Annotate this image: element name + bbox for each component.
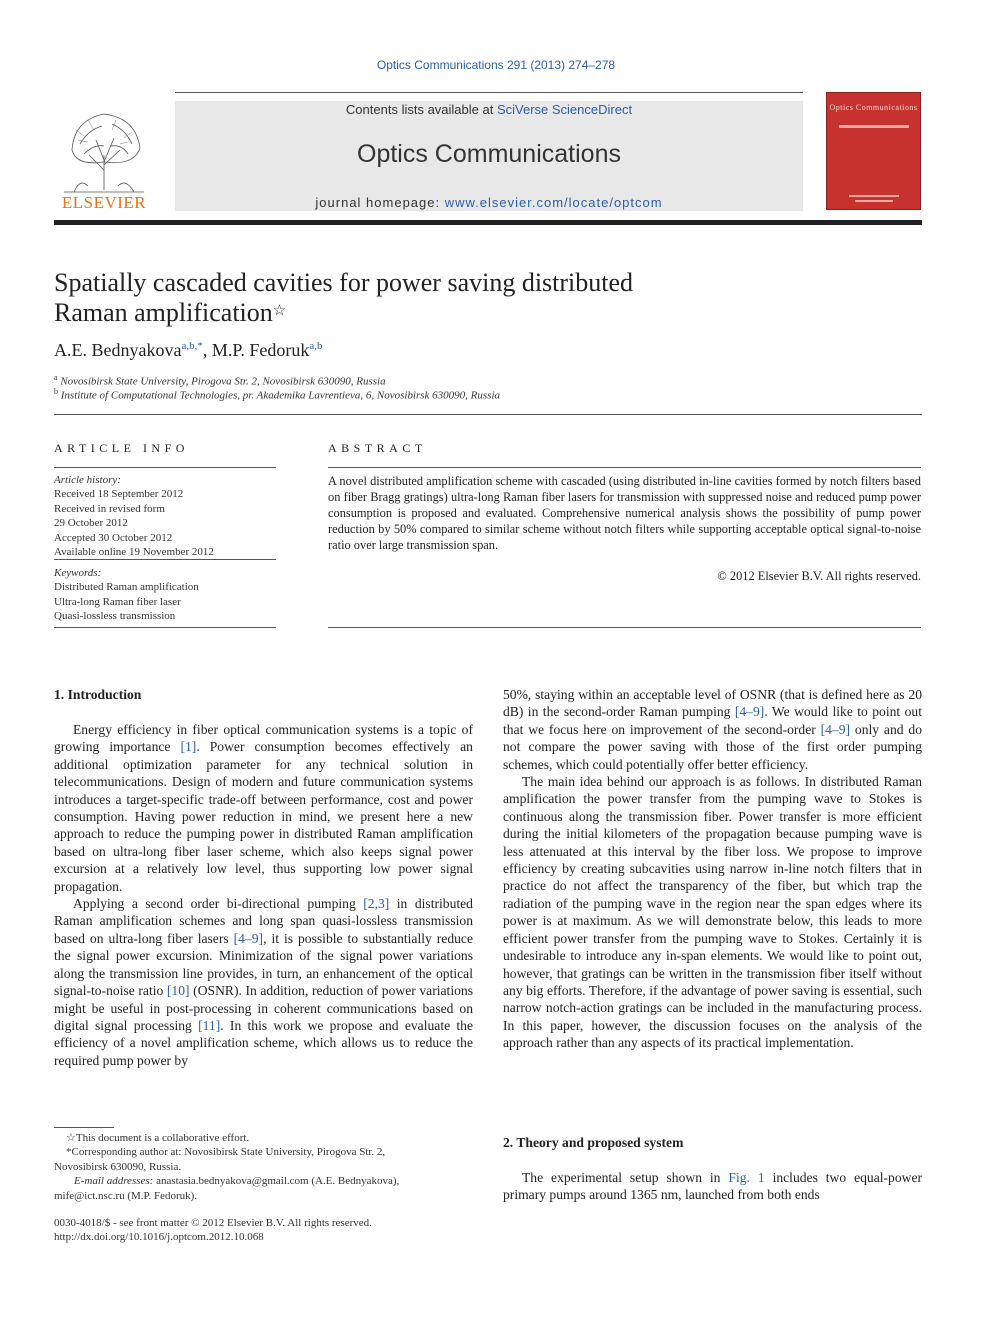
cover-title: Optics Communications bbox=[829, 103, 918, 112]
title-block-rule bbox=[54, 414, 922, 415]
text-run: . Power consumption becomes effectively an additional optimization parameter for any technical solution in telecommunications. Design of modern and future communication systems introduces a target-specific trade-off between performance, cost and power consumption. Having power reduction in mind, we present here a new approach to reduce the pumping power in distributed Raman amplification based on ultra-long fiber laser scheme, which also keeps signal power excursion at a relatively low level, thus supporting low power signal propagation. bbox=[54, 739, 473, 894]
citation-link[interactable]: [10] bbox=[166, 983, 190, 999]
text-run: only and do not compare the power saving with those of the first order pumping schemes, which could potentially offer better efficiency. bbox=[503, 721, 922, 772]
theory-paragraph-1 bbox=[503, 1169, 922, 1204]
history-label: Article history: bbox=[54, 474, 121, 486]
footnote-rule bbox=[54, 1127, 114, 1128]
affil-a-text: Novosibirsk State University, Pirogova Str. 2, Novosibirsk 630090, Russia bbox=[60, 375, 386, 388]
email-label: E-mail addresses: bbox=[74, 1175, 154, 1188]
affil-b-mark: b bbox=[54, 387, 58, 396]
contents-prefix: Contents lists available at bbox=[345, 102, 497, 117]
intro-paragraph-2 bbox=[54, 895, 473, 1069]
text-run: includes two equal-power primary pumps around 1365 nm, launched from both ends bbox=[503, 1170, 923, 1203]
cover-subtitle-bar bbox=[839, 125, 909, 128]
keyword-item: Quasi-lossless transmission bbox=[54, 610, 176, 623]
intro-paragraph-2-continued bbox=[503, 686, 922, 773]
text-run: . In this work we propose and evaluate the efficiency of a novel amplification scheme, which allows us to reduce the required pump power by bbox=[54, 1017, 473, 1068]
citation-link[interactable]: [1] bbox=[180, 739, 197, 755]
article-history bbox=[54, 473, 284, 559]
citation-link[interactable]: [4–9] bbox=[233, 930, 264, 946]
text-run: in distributed Raman amplification schemes and long span quasi-lossless transmission based on ultra-long fiber lasers bbox=[54, 896, 473, 946]
text-run: Energy efficiency in fiber optical communication systems is a topic of growing importance bbox=[54, 722, 473, 755]
intro-paragraph-3: The main idea behind our approach is as follows. In distributed Raman amplification the power transfer from the pumping wave to Stokes is continuous along the transmission fiber. Power transfer is more efficient during the initial kilometers of the propagation because pumping wave is less attenuated at this interval by the fiber loss. We propose to improve efficiency by creating subcavities using narrow in-line notch filters that in practice do not affect the transparency of the fiber, but which trap the radiation of the pumping wave in the region near the span edges where its power is at maximum. As we will demonstrate below, this leads to more efficient power transfer from the pumping wave to Stokes. Certainly it is undesirable to introduce any in-span elements. We would like to point out, however, that gratings can be written in the transmission fiber itself without any big efforts. Therefore, if the advantage of power saving is essential, such narrow notch-action gratings can be included in the manufacturing process. In this paper, however, the discussion focuses on the analysis of the approach rather than any aspects of its practical implementation. bbox=[503, 774, 922, 1051]
abstract-heading: ABSTRACT bbox=[328, 441, 427, 455]
cover-footer-bar bbox=[849, 195, 899, 197]
keyword-item: Distributed Raman amplification bbox=[54, 581, 199, 594]
left-column bbox=[54, 721, 473, 1069]
sciencedirect-link[interactable]: SciVerse ScienceDirect bbox=[496, 102, 633, 117]
theory-column bbox=[503, 1169, 922, 1204]
title-line-1: Spatially cascaded cavities for power saving distributed bbox=[54, 268, 634, 297]
corresponding-author-mark[interactable]: * bbox=[197, 340, 203, 352]
journal-cover-thumbnail[interactable] bbox=[826, 92, 921, 210]
journal-name: Optics Communications bbox=[357, 140, 621, 168]
homepage-link[interactable]: www.elsevier.com/locate/optcom bbox=[444, 195, 663, 210]
abstract-bottom-rule bbox=[328, 627, 921, 628]
section-heading-theory: 2. Theory and proposed system bbox=[503, 1135, 684, 1150]
keywords-block bbox=[54, 566, 284, 624]
figure-link[interactable]: Fig. 1 bbox=[728, 1170, 765, 1185]
keyword-item: Ultra-long Raman fiber laser bbox=[54, 595, 181, 608]
title-line-2: Raman amplification bbox=[54, 298, 273, 327]
text-run: . We would like to point out that we focus here on improvement of the second-order bbox=[503, 704, 922, 737]
article-info-rule bbox=[54, 467, 276, 468]
keywords-label: Keywords: bbox=[54, 567, 102, 579]
article-title bbox=[54, 268, 754, 328]
citation-link[interactable]: [11] bbox=[198, 1017, 221, 1033]
cover-footer-bar bbox=[855, 200, 893, 202]
elsevier-wordmark[interactable]: ELSEVIER bbox=[61, 193, 147, 212]
homepage-prefix: journal homepage: bbox=[315, 195, 445, 210]
author-fedoruk[interactable]: M.P. Fedoruk bbox=[211, 340, 310, 360]
title-footnote-mark[interactable]: ☆ bbox=[272, 303, 287, 319]
affiliation-a bbox=[54, 373, 386, 388]
keywords-rule bbox=[54, 627, 276, 628]
right-column bbox=[503, 686, 922, 1052]
journal-citation[interactable]: Optics Communications 291 (2013) 274–278 bbox=[376, 58, 616, 72]
header-top-line bbox=[175, 92, 803, 93]
history-item: 29 October 2012 bbox=[54, 517, 128, 530]
affil-b-text: Institute of Computational Technologies, pr. Akademika Lavrentieva, 6, Novosibirsk 630090, Russia bbox=[60, 389, 501, 402]
front-matter bbox=[54, 1216, 473, 1245]
section-heading-introduction: 1. Introduction bbox=[54, 687, 142, 702]
citation-link[interactable]: [4–9] bbox=[820, 721, 851, 737]
footnotes bbox=[54, 1131, 473, 1203]
footnote-mark: * bbox=[66, 1146, 72, 1159]
text-run: , it is possible to substantially reduce the signal power excursion. Minimization of the signal power variations along the transmission line provides, in turn, an enhancement of the optical signal-to-noise ratio bbox=[54, 930, 473, 999]
author2-affil-mark[interactable]: a,b bbox=[309, 340, 323, 352]
article-info-heading: ARTICLE INFO bbox=[54, 441, 189, 455]
history-item: Accepted 30 October 2012 bbox=[54, 531, 173, 544]
intro-paragraph-1 bbox=[54, 721, 473, 895]
text-run: 50%, staying within an acceptable level of OSNR (that is defined here as 20 dB) in the second-order Raman pumping bbox=[503, 687, 922, 720]
footnote-collaborative: This document is a collaborative effort. bbox=[75, 1132, 250, 1144]
text-run: (OSNR). In addition, reduction of power variations might be useful in post-processing in coherent communications based on digital signal processing bbox=[54, 983, 473, 1033]
history-item: Received 18 September 2012 bbox=[54, 488, 184, 501]
author-list bbox=[54, 340, 323, 361]
footnote-corresponding: Corresponding author at: Novosibirsk State University, Pirogova Str. 2, bbox=[71, 1146, 386, 1159]
history-item: Available online 19 November 2012 bbox=[54, 546, 214, 559]
history-item: Received in revised form bbox=[54, 502, 165, 515]
contents-available-line bbox=[175, 102, 803, 117]
abstract-copyright: © 2012 Elsevier B.V. All rights reserved. bbox=[717, 569, 921, 583]
author-separator: , bbox=[202, 340, 212, 360]
affiliation-b bbox=[54, 387, 500, 402]
header-rule bbox=[54, 220, 922, 225]
doi-link[interactable]: http://dx.doi.org/10.1016/j.optcom.2012.10.068 bbox=[54, 1231, 264, 1244]
abstract-rule bbox=[328, 467, 921, 468]
citation-link[interactable]: [4–9] bbox=[734, 704, 765, 720]
author1-affil-mark[interactable]: a,b, bbox=[181, 340, 198, 352]
abstract-text: A novel distributed amplification scheme with cascaded (using distributed in-line cavities formed by notch filters based on fiber Bragg gratings) ultra-long Raman fiber lasers for transmission with suppressed noise and reduced pump power consumption is proposed and evaluated. Comprehensive numerical analysis shows the possibility of pump power reduction by 50% compared to similar scheme without notch filters while supporting acceptable optical signal-to-noise ratio over large transmission span. bbox=[328, 474, 921, 553]
citation-link[interactable]: [2,3] bbox=[363, 896, 390, 912]
email-fedoruk[interactable]: mife@ict.nsc.ru (M.P. Fedoruk). bbox=[54, 1189, 198, 1202]
footnote-mark: ☆ bbox=[66, 1132, 76, 1144]
footnote-corresponding-line2: Novosibirsk 630090, Russia. bbox=[54, 1160, 182, 1173]
journal-homepage-line bbox=[175, 195, 803, 210]
text-run: Applying a second order bi-directional pumping bbox=[73, 896, 364, 912]
history-rule bbox=[54, 559, 276, 560]
affil-a-mark: a bbox=[54, 373, 58, 382]
text-run: The experimental setup shown in bbox=[522, 1170, 729, 1185]
issn-line: 0030-4018/$ - see front matter © 2012 Elsevier B.V. All rights reserved. bbox=[54, 1217, 372, 1229]
author-bednyakova[interactable]: A.E. Bednyakova bbox=[54, 340, 182, 360]
email-bednyakova[interactable]: anastasia.bednyakova@gmail.com (A.E. Bednyakova), bbox=[153, 1175, 400, 1188]
